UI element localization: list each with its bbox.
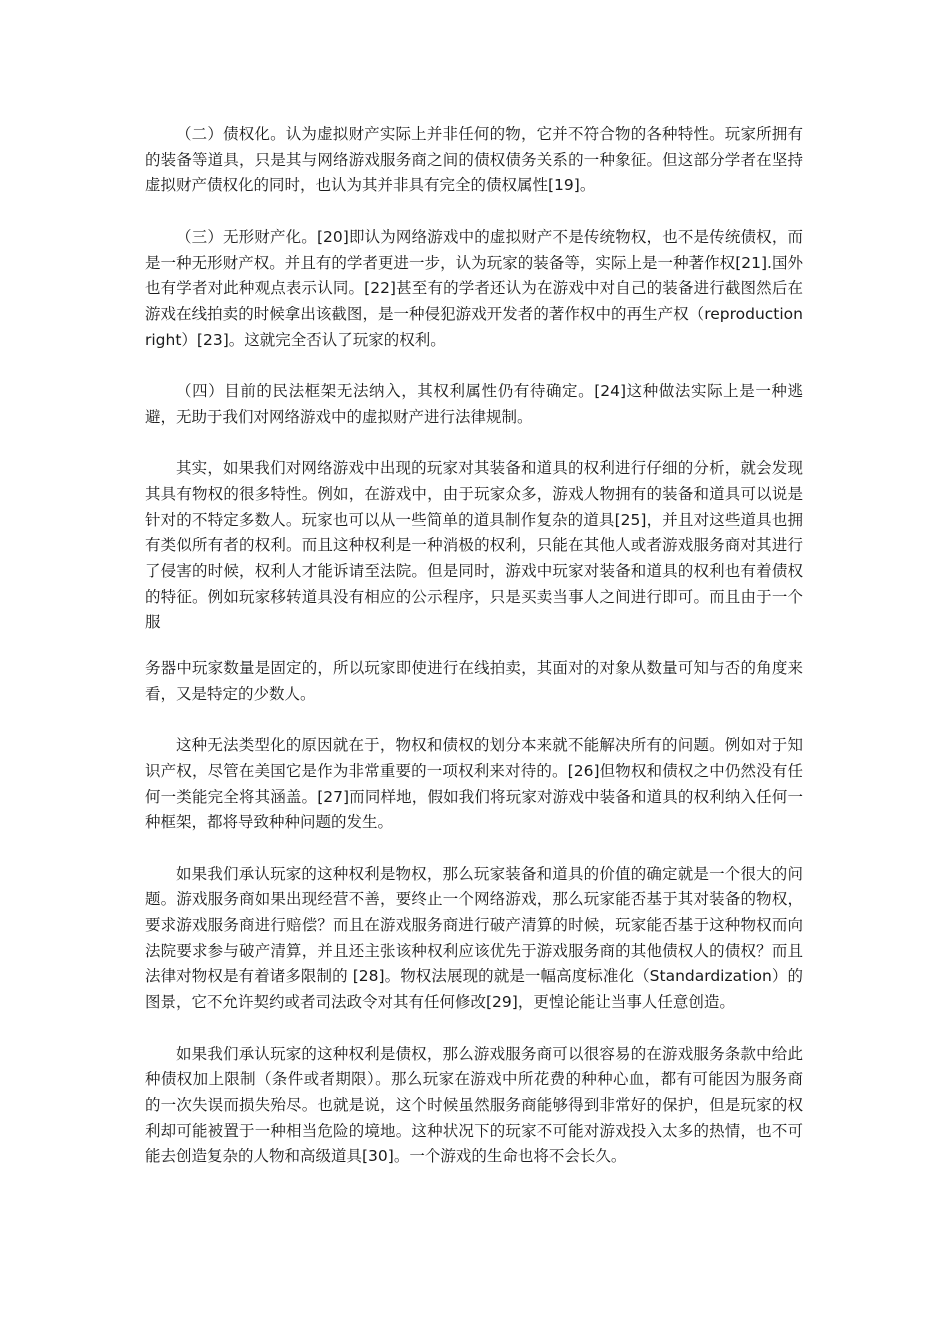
paragraph-classification: 这种无法类型化的原因就在于，物权和债权的划分本来就不能解决所有的问题。例如对于知识产权，尽管在美国它是作为非常重要的一项权利来对待的。[26]但物权和债权之中仍然没有任何一类能完全将其涵盖。[27]而同样地，假如我们将玩家对游戏中装备和道具的权利纳入任何一种框架，都将导致种种问题的发生。 (145, 736, 803, 832)
paragraph-analysis: 其实，如果我们对网络游戏中出现的玩家对其装备和道具的权利进行仔细的分析，就会发现其具有物权的很多特性。例如，在游戏中，由于玩家众多，游戏人物拥有的装备和道具可以说是针对的不特定多数人。玩家也可以从一些简单的道具制作复杂的道具[25]，并且对这些道具也拥有类似所有者的权利。而且这种权利是一种消极的权利，只能在其他人或者游戏服务商对其进行了侵害的时候，权利人才能诉请至法院。但是同时，游戏中玩家对装备和道具的权利也有着债权的特征。例如玩家移转道具没有相应的公示程序，只是买卖当事人之间进行即可。而且由于一个服 (145, 459, 803, 632)
paragraph-debt-theory: （二）债权化。认为虚拟财产实际上并非任何的物，它并不符合物的各种特性。玩家所拥有的装备等道具，只是其与网络游戏服务商之间的债权债务关系的一种象征。但这部分学者在坚持虚拟财产债权化的同时，也认为其并非具有完全的债权属性[19]。 (145, 125, 803, 195)
paragraph-creditor-right: 如果我们承认玩家的这种权利是债权，那么游戏服务商可以很容易的在游戏服务条款中给此种债权加上限制（条件或者期限）。那么玩家在游戏中所花费的种种心血，都有可能因为服务商的一次失误而损失殆尽。也就是说，这个时候虽然服务商能够得到非常好的保护，但是玩家的权利却可能被置于一种相当危险的境地。这种状况下的玩家不可能对游戏投入太多的热情，也不可能去创造复杂的人物和高级道具[30]。一个游戏的生命也将不会长久。 (145, 1044, 803, 1166)
paragraph-property-right: 如果我们承认玩家的这种权利是物权，那么玩家装备和道具的价值的确定就是一个很大的问题。游戏服务商如果出现经营不善，要终止一个网络游戏，那么玩家能否基于其对装备的物权，要求游戏服务商进行赔偿？而且在游戏服务商进行破产清算的时候，玩家能否基于这种物权而向法院要求参与破产清算，并且还主张该种权利应该优先于游戏服务商的其他债权人的债权？而且法律对物权是有着诸多限制的 [28]。物权法展现的就是一幅高度标准化（Standardization）的图景，它不允许契约或者司法政令对其有任何修改[29]，更惶论能让当事人任意创造。 (145, 864, 803, 1012)
paragraph-undetermined: （四）目前的民法框架无法纳入，其权利属性仍有待确定。[24]这种做法实际上是一种逃避，无助于我们对网络游戏中的虚拟财产进行法律规制。 (145, 382, 803, 426)
paragraph-intangible-property: （三）无形财产化。[20]即认为网络游戏中的虚拟财产不是传统物权，也不是传统债权，而是一种无形财产权。并且有的学者更进一步，认为玩家的装备等，实际上是一种著作权[21].国外也有学者对此种观点表示认同。[22]甚至有的学者还认为在游戏中对自己的装备进行截图然后在游戏在线拍卖的时候拿出该截图，是一种侵犯游戏开发者的著作权中的再生产权（reproduction right）[23]。这就完全否认了玩家的权利。 (145, 227, 803, 349)
document-page (145, 122, 803, 1196)
paragraph-analysis-continued: 务器中玩家数量是固定的，所以玩家即使进行在线拍卖，其面对的对象从数量可知与否的角度来看，又是特定的少数人。 (145, 659, 803, 703)
